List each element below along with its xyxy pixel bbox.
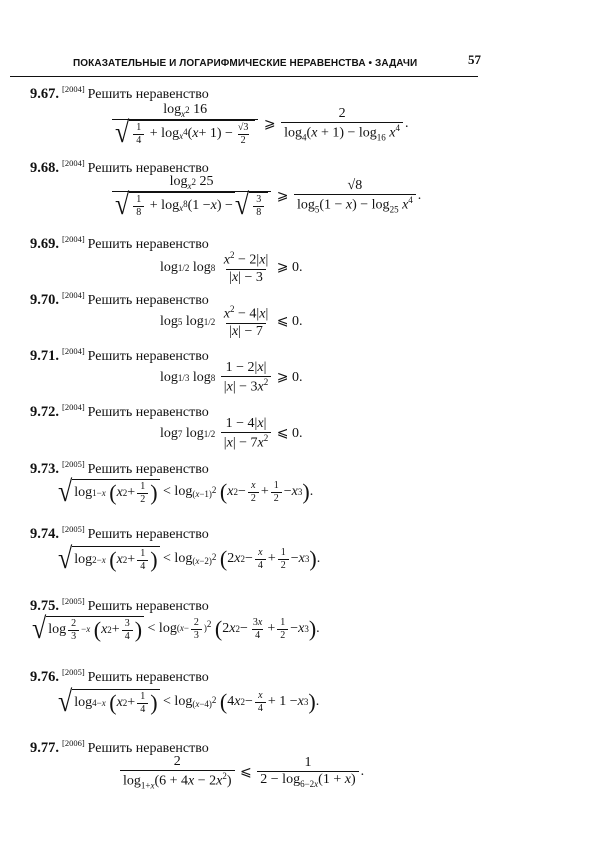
header-rule [10,76,478,77]
formula: √ log 4−x ( x 2 + $\frac{1}{4}$ ) < log $(x-4)^2$ ( 4 x 2 − $\frac{x}{4}$ + 1 − x 3 ) . [58,684,320,719]
formula: $\frac{2}{\log_{1+x}(6 + 4x - 2x^2)}$ ⩽ $\frac{1}{2 - \log_{6-2x}(1 + x)}$ . [118,754,364,791]
problem-heading: 9.75. [2005] Решить неравенство [30,596,209,614]
problem-heading: 9.77. [2006] Решить неравенство [30,738,209,756]
formula: √ log $\frac{2}{3}$ −x ( x 2 + $\frac{3}{4}$ ) < log (x− $\frac{2}{3}$ )$^2$ ( 2 x 2 − $\frac{3x}{4}$ + $\frac{1}{2}$ − x 3 ) . [32,611,320,646]
formula: log 7 log 1/2 $\frac{1 - 4|x|}{|x| - 7x^2}$ ⩽ 0. [160,416,303,451]
formula: √ log 2−x ( x 2 + $\frac{1}{4}$ ) < log $(x-2)^2$ ( 2 x 2 − $\frac{x}{4}$ + $\frac{1}{2}$ − x 3 ) . [58,541,321,576]
problem-heading: 9.70. [2004] Решить неравенство [30,290,209,308]
page-number: 57 [468,52,481,67]
formula: log 5 log 1/2 $\frac{x^2 - 4|x|}{|x| - 7}$ ⩽ 0. [160,304,303,339]
problem-heading: 9.72. [2004] Решить неравенство [30,402,209,420]
problem-heading: 9.74. [2005] Решить неравенство [30,524,209,542]
formula: log 1/2 log 8 $\frac{x^2 - 2|x|}{|x| - 3}$ ⩾ 0. [160,250,303,285]
problem-heading: 9.76. [2005] Решить неравенство [30,667,209,685]
problem-heading: 9.71. [2004] Решить неравенство [30,346,209,364]
formula: log 1/3 log 8 $\frac{1 - 2|x|}{|x| - 3x^2}$ ⩾ 0. [160,360,303,395]
formula: $\log_{x^2} 16$ √ $\frac{1}{4}$ + log $x^4$ ( x + 1) − $\frac{√3}{2}$ ⩾ $\frac{2}{\log_4(x + 1) - \log_{16} x^4}$ . [110,102,409,146]
formula: √ log 1−x ( x 2 + $\frac{1}{2}$ ) < log $(x-1)^2$ ( x 2 − $\frac{x}{2}$ + $\frac{1}{2}$ − x 3 ) . [58,474,314,509]
problem-heading: 9.69. [2004] Решить неравенство [30,234,209,252]
problem-heading: 9.67. [2004] Решить неравенство [30,84,209,102]
problem-heading: 9.68. [2004] Решить неравенство [30,158,209,176]
page-header [10,48,488,70]
running-title: ПОКАЗАТЕЛЬНЫЕ И ЛОГАРИФМИЧЕСКИЕ НЕРАВЕНСТВА • ЗАДАЧИ [73,58,418,69]
formula: $\log_{x^2} 25$ √ $\frac{1}{8}$ + log $x^8$ (1 − x ) − √ $\frac{3}{8}$ ⩾ $\frac{√8}{\log_5(1 - x) - \log_{25} x^4}$ . [110,174,421,218]
problem-heading: 9.73. [2005] Решить неравенство [30,459,209,477]
